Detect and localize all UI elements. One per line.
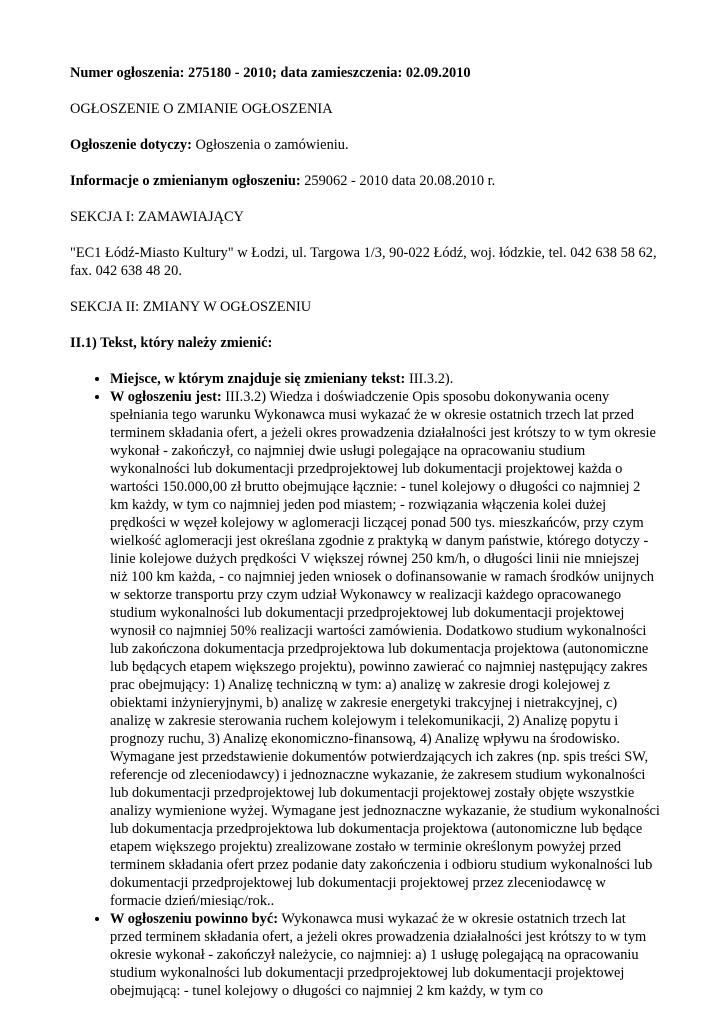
changed-info-value: 259062 - 2010 data 20.08.2010 r. (300, 173, 496, 189)
item-text: III.3.2) Wiedza i doświadczenie Opis sposobu dokonywania oceny spełniania tego warunku Wykonawca musi wykazać że w okresie ostatnich trzech lat przed terminem składania ofert, a jeżeli okres prowadzenia działalności jest krótszy to w tym okresie wykonał - zakończył, co najmniej dwie usługi polegające na opracowaniu studium wykonalności lub dokumentacji przedprojektowej lub dokumentacji projektowej każda o wartości 150.000,00 zł brutto obejmujące łącznie: - tunel kolejowy o długości co najmniej 2 km każdy, w tym co najmniej jeden pod miastem; - rozwiązania włączenia kolei dużej prędkości w węzeł kolejowy w aglomeracji liczącej ponad 500 tys. mieszkańców, przy czym wielkość aglomeracji jest określana zgodnie z praktyką w danym państwie, którego dotyczy - linie kolejowe dużych prędkości V większej równej 250 km/h, o długości linii nie mniejszej niż 100 km każda, - co najmniej jeden wniosek o dofinansowanie w ramach środków unijnych w sektorze transportu przy czym udział Wykonawcy w realizacji każdego opracowanego studium wykonalności lub dokumentacji przedprojektowej lub dokumentacji projektowej wynosił co najmniej 50% realizacji wartości zamówienia. Dodatkowo studium wykonalności lub zakończona dokumentacja przedprojektowa lub dokumentacja projektowa (autonomiczne lub będących etapem większego projektu), powinno zawierać co najmniej następujący zakres prac obejmujący: 1) Analizę techniczną w tym: a) analizę w zakresie drogi kolejowej z obiektami inżynieryjnymi, b) analizę w zakresie energetyki trakcyjnej i nietrakcyjnej, c) analizę w zakresie sterowania ruchem kolejowym i telekomunikacji, 2) Analizę popytu i prognozy ruchu, 3) Analizę ekonomiczno-finansową, 4) Analizę wpływu na środowisko. Wymagane jest przedstawienie dokumentów potwierdzających ich zakres (np. spis treści SW, referencje od zleceniodawcy) i jednoznaczne wykazanie, że zakresem studium wykonalności lub dokumentacji przedprojektowej lub dokumentacji projektowej zostały objęte wszystkie analizy wymienione wyżej. Wymagane jest jednoznaczne wykazanie, że studium wykonalności lub dokumentacja przedprojektowa lub dokumentacja projektowa (autonomiczne lub będące etapem większego projektu) zrealizowane zostało w terminie określonym powyżej przed terminem składania ofert przez podanie daty zakończenia i odbioru studium wykonalności lub dokumentacji przedprojektowej lub dokumentacji projektowej przez zleceniodawcę w formacie dzień/miesiąc/rok.. (110, 389, 660, 909)
list-item (110, 370, 660, 388)
section1-title: SEKCJA I: ZAMAWIAJĄCY (70, 209, 244, 225)
section2-subtitle: II.1) Tekst, który należy zmienić: (70, 335, 273, 351)
item-label: W ogłoszeniu jest: (110, 389, 222, 405)
item-label: W ogłoszeniu powinno być: (110, 911, 279, 927)
notice-number-line: Numer ogłoszenia: 275180 - 2010; data zamieszczenia: 02.09.2010 (70, 65, 471, 81)
document-page (70, 64, 660, 1000)
concerns-value: Ogłoszenia o zamówieniu. (191, 137, 349, 153)
changes-list (70, 370, 660, 1000)
item-text: III.3.2). (405, 371, 454, 387)
notice-title: OGŁOSZENIE O ZMIANIE OGŁOSZENIA (70, 101, 333, 117)
list-item (110, 910, 660, 1000)
list-item (110, 388, 660, 910)
item-label: Miejsce, w którym znajduje się zmieniany tekst: (110, 371, 406, 387)
concerns-paragraph (70, 136, 660, 154)
changed-info-paragraph (70, 172, 660, 190)
item-text: Wykonawca musi wykazać że w okresie ostatnich trzech lat przed terminem składania ofert, a jeżeli okres prowadzenia działalności jest krótszy to w tym okresie wykonał - zakończył należycie, co najmniej: a) 1 usługę polegającą na opracowaniu studium wykonalności lub dokumentacji przedprojektowej lub dokumentacji projektowej obejmującą: - tunel kolejowy o długości co najmniej 2 km każdy, w tym co (110, 911, 647, 999)
contracting-authority-address: "EC1 Łódź-Miasto Kultury" w Łodzi, ul. Targowa 1/3, 90-022 Łódź, woj. łódzkie, tel. 042 638 58 62, fax. 042 638 48 20. (70, 245, 657, 279)
changed-info-label: Informacje o zmienianym ogłoszeniu: (70, 173, 301, 189)
section2-title: SEKCJA II: ZMIANY W OGŁOSZENIU (70, 299, 312, 315)
concerns-label: Ogłoszenie dotyczy: (70, 137, 192, 153)
